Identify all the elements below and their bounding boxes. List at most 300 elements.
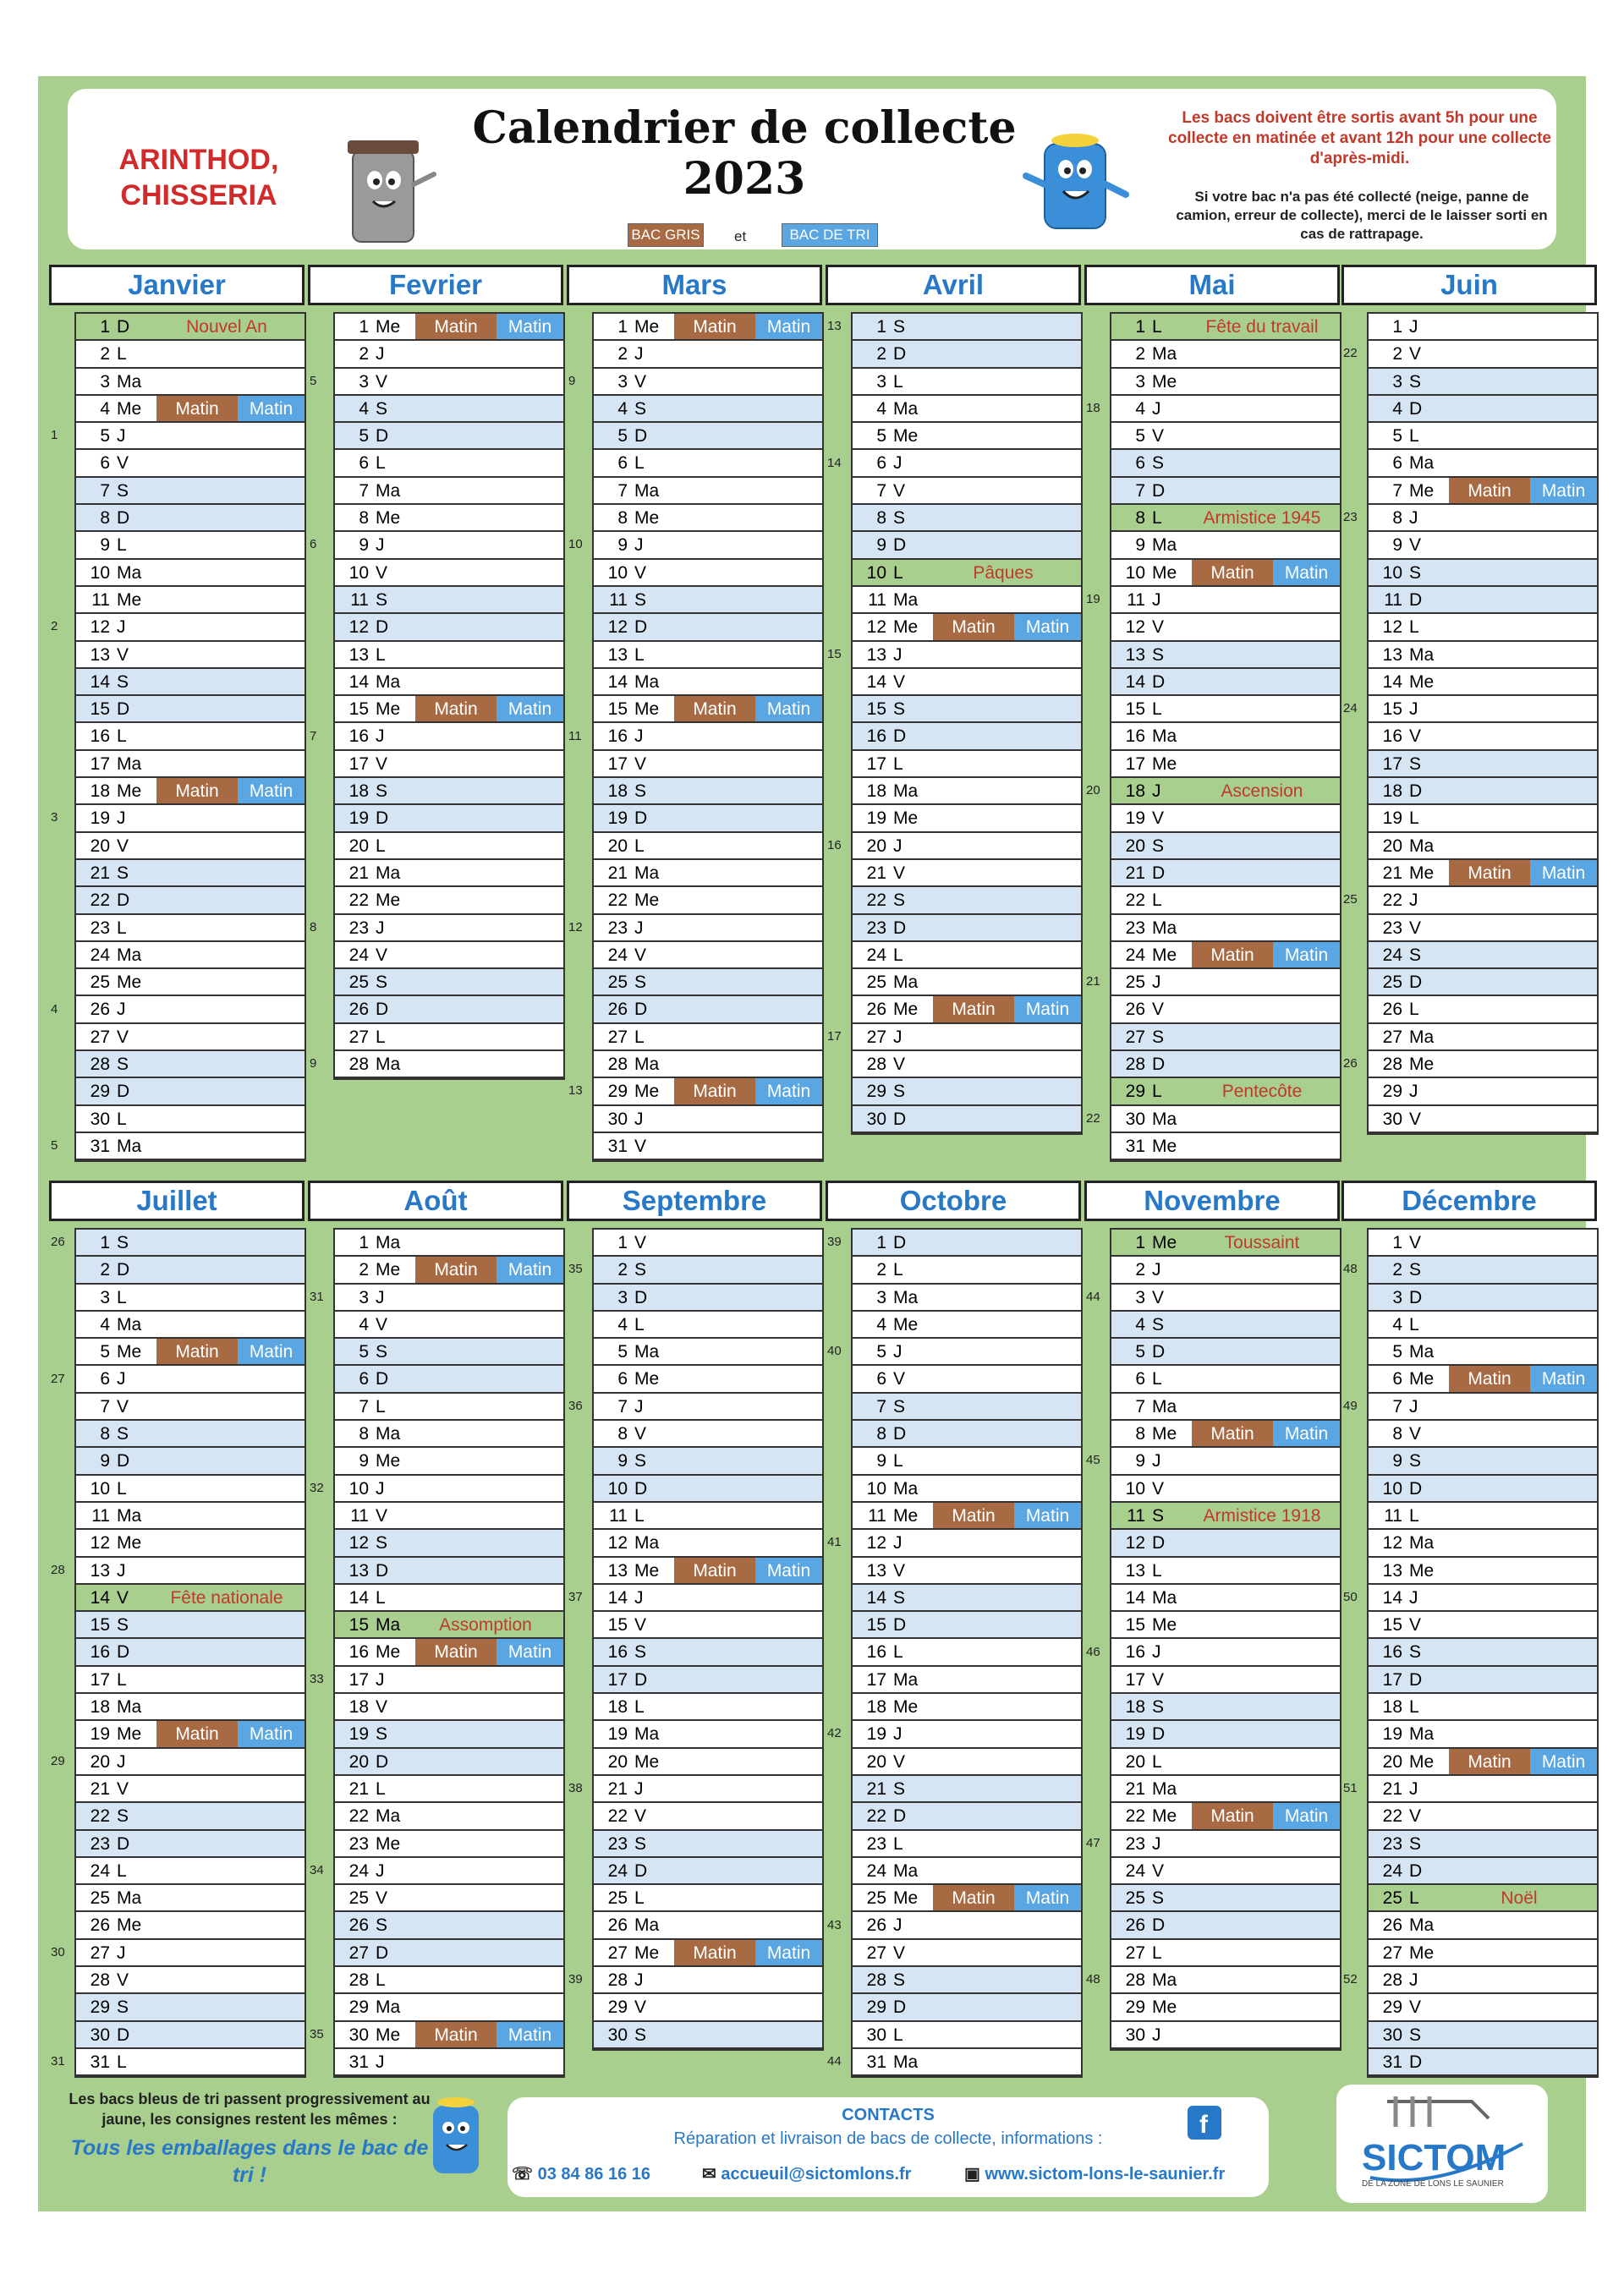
- day-row: [1111, 478, 1340, 505]
- weekday-abbr: V: [1409, 1109, 1422, 1129]
- day-row: [853, 1285, 1081, 1312]
- week-number: 39: [827, 1235, 842, 1249]
- day-row: [76, 915, 304, 942]
- day-row: [76, 969, 304, 996]
- day-row: [1111, 1585, 1340, 1612]
- weekday-abbr: S: [893, 1396, 906, 1417]
- weekday-abbr: J: [117, 1000, 126, 1020]
- day-number: 13: [866, 644, 886, 665]
- weekday-abbr: J: [1409, 890, 1418, 911]
- day-number: 27: [90, 1027, 110, 1047]
- weekday-abbr: Me: [1152, 562, 1177, 583]
- week-number: 35: [568, 1262, 583, 1277]
- day-row: [76, 314, 304, 341]
- day-number: 18: [90, 1697, 110, 1718]
- month-title: Décembre: [1341, 1181, 1597, 1221]
- day-row: [335, 1694, 563, 1721]
- day-number: 9: [876, 1451, 886, 1471]
- day-row: [335, 1051, 563, 1078]
- month-mars: [567, 265, 822, 1156]
- day-row: [1111, 642, 1340, 669]
- day-number: 5: [359, 426, 369, 447]
- day-row: [594, 1394, 822, 1421]
- weekday-abbr: L: [634, 644, 645, 665]
- day-row: [335, 1994, 563, 2021]
- day-number: 10: [866, 562, 886, 583]
- day-row: [76, 1503, 304, 1530]
- day-row: [1369, 1858, 1597, 1885]
- weekday-abbr: Me: [376, 699, 401, 720]
- day-number: 17: [607, 1669, 628, 1690]
- weekday-abbr: V: [376, 1888, 388, 1909]
- weekday-abbr: L: [376, 836, 386, 856]
- weekday-abbr: D: [893, 1615, 907, 1636]
- day-number: 31: [90, 2052, 110, 2072]
- day-number: 25: [348, 1888, 369, 1909]
- bac-gris-collection: Matin: [674, 314, 755, 339]
- weekday-abbr: V: [1152, 808, 1165, 829]
- day-number: 5: [1392, 1342, 1402, 1362]
- day-number: 5: [100, 426, 110, 447]
- day-number: 22: [607, 890, 628, 911]
- day-row: [594, 969, 822, 996]
- day-row: [1369, 1831, 1597, 1858]
- weekday-abbr: S: [376, 973, 388, 993]
- day-row: [1369, 532, 1597, 559]
- weekday-abbr: S: [634, 973, 647, 993]
- day-row: [853, 1106, 1081, 1133]
- day-row: [594, 1024, 822, 1051]
- day-row: [1369, 450, 1597, 477]
- weekday-abbr: L: [634, 1314, 645, 1334]
- day-number: 1: [359, 1233, 369, 1252]
- day-row: [853, 1078, 1081, 1105]
- week-number: 1: [51, 428, 58, 443]
- weekday-abbr: D: [376, 808, 389, 829]
- weekday-abbr: Me: [376, 1833, 401, 1854]
- facebook-icon[interactable]: [1188, 2106, 1221, 2140]
- day-row: [1111, 669, 1340, 696]
- day-row: [1111, 1803, 1340, 1830]
- day-row: [594, 505, 822, 532]
- week-number: 39: [568, 1972, 583, 1987]
- day-number: 31: [348, 2052, 369, 2072]
- day-number: 8: [876, 508, 886, 529]
- day-number: 10: [1382, 1478, 1402, 1499]
- day-row: [76, 1803, 304, 1830]
- day-number: 20: [866, 1751, 886, 1772]
- day-number: 4: [359, 1314, 369, 1334]
- day-row: [1111, 1366, 1340, 1393]
- month-days: [333, 1228, 565, 2078]
- day-row: [853, 450, 1081, 477]
- weekday-abbr: Me: [376, 890, 401, 911]
- weekday-abbr: D: [1409, 1287, 1423, 1307]
- day-number: 18: [348, 1697, 369, 1718]
- day-number: 13: [348, 1560, 369, 1581]
- day-row: [1369, 1749, 1597, 1776]
- weekday-abbr: Ma: [634, 1724, 660, 1745]
- day-number: 11: [91, 1505, 110, 1526]
- day-row: [335, 314, 563, 341]
- day-number: 13: [607, 644, 628, 665]
- day-number: 23: [866, 1833, 886, 1854]
- collection-rules: Les bacs doivent être sortis avant 5h pour une collecte en matinée et avant 12h pour une collecte d'après-midi.: [1168, 109, 1551, 167]
- weekday-abbr: S: [376, 1915, 388, 1936]
- day-row: [1369, 396, 1597, 423]
- day-number: 24: [607, 945, 628, 965]
- day-row: [1111, 860, 1340, 887]
- week-number: 8: [310, 919, 317, 934]
- day-number: 28: [1125, 1055, 1145, 1075]
- weekday-abbr: J: [634, 1970, 644, 1991]
- day-number: 21: [90, 863, 110, 883]
- day-number: 26: [348, 1915, 369, 1936]
- weekday-abbr: Me: [893, 617, 919, 638]
- missed-collection-note: Si votre bac n'a pas été collecté (neige, panne de camion, erreur de collecte), merci de le laisser sorti en cas de rattrapage.: [1176, 189, 1548, 242]
- day-number: 10: [348, 562, 369, 583]
- day-row: [335, 423, 563, 450]
- day-row: [853, 1394, 1081, 1421]
- day-number: 30: [607, 2025, 628, 2045]
- day-number: 3: [876, 1287, 886, 1307]
- website-url: www.sictom-lons-le-saunier.fr: [985, 2165, 1226, 2184]
- day-row: [594, 1230, 822, 1257]
- day-row: [76, 478, 304, 505]
- weekday-abbr: L: [893, 753, 903, 774]
- day-number: 28: [90, 1970, 110, 1991]
- weekday-abbr: Ma: [376, 1806, 401, 1827]
- day-row: [1369, 1694, 1597, 1721]
- day-row: [853, 1749, 1081, 1776]
- week-number: 31: [51, 2054, 65, 2069]
- day-row: [76, 1776, 304, 1803]
- day-row: [1369, 1721, 1597, 1748]
- weekday-abbr: S: [634, 1451, 647, 1471]
- weekday-abbr: Me: [1152, 1615, 1177, 1636]
- day-number: 22: [90, 1806, 110, 1827]
- weekday-abbr: J: [117, 1560, 126, 1581]
- day-row: [594, 1776, 822, 1803]
- weekday-abbr: V: [893, 1369, 906, 1389]
- day-row: [335, 1257, 563, 1284]
- day-number: 20: [1125, 836, 1145, 856]
- day-number: 9: [359, 1451, 369, 1471]
- weekday-abbr: J: [893, 1027, 903, 1047]
- day-number: 25: [866, 1888, 886, 1909]
- weekday-abbr: J: [634, 726, 644, 747]
- weekday-abbr: L: [376, 644, 386, 665]
- bac-gris-collection: Matin: [933, 614, 1014, 639]
- day-row: [594, 1749, 822, 1776]
- bac-gris-collection: Matin: [415, 1257, 497, 1282]
- day-number: 24: [1382, 945, 1402, 965]
- weekday-abbr: D: [1409, 973, 1423, 993]
- weekday-abbr: S: [893, 317, 906, 337]
- day-number: 5: [876, 1342, 886, 1362]
- day-number: 5: [876, 426, 886, 447]
- day-number: 20: [1125, 1751, 1145, 1772]
- day-row: [335, 1858, 563, 1885]
- day-row: [1111, 1106, 1340, 1133]
- day-number: 29: [90, 1082, 110, 1102]
- weekday-abbr: Ma: [634, 1342, 660, 1362]
- day-number: 10: [90, 1478, 110, 1499]
- weekday-abbr: V: [893, 1751, 906, 1772]
- day-number: 29: [866, 1997, 886, 2018]
- day-number: 28: [607, 1970, 628, 1991]
- week-number: 38: [568, 1781, 583, 1795]
- weekday-abbr: L: [893, 371, 903, 392]
- day-row: [76, 587, 304, 614]
- day-row: [853, 614, 1081, 641]
- day-number: 4: [876, 1314, 886, 1334]
- day-row: [853, 1366, 1081, 1393]
- day-row: [76, 1476, 304, 1503]
- day-number: 5: [1135, 1342, 1145, 1362]
- day-row: [853, 1230, 1081, 1257]
- weekday-abbr: J: [1409, 1970, 1418, 1991]
- day-row: [594, 1967, 822, 1994]
- footer-slogan: Tous les emballages dans le bac de tri !: [70, 2136, 429, 2187]
- weekday-abbr: S: [634, 1833, 647, 1854]
- day-row: [594, 1803, 822, 1830]
- day-number: 2: [100, 344, 110, 364]
- day-number: 13: [866, 1560, 886, 1581]
- weekday-abbr: Me: [376, 508, 401, 529]
- weekday-abbr: Ma: [117, 753, 142, 774]
- weekday-abbr: S: [117, 1424, 129, 1444]
- week-number: 51: [1343, 1781, 1358, 1795]
- weekday-abbr: J: [893, 1724, 903, 1745]
- weekday-abbr: S: [117, 480, 129, 501]
- weekday-abbr: V: [117, 1396, 129, 1417]
- weekday-abbr: L: [634, 1888, 645, 1909]
- day-number: 20: [607, 1751, 628, 1772]
- bac-gris-collection: Matin: [1449, 1366, 1530, 1391]
- weekday-abbr: Ma: [1409, 1915, 1435, 1936]
- bac-gris-collection: Matin: [1449, 1749, 1530, 1774]
- day-number: 16: [1125, 726, 1145, 747]
- day-number: 9: [1135, 535, 1145, 556]
- day-number: 1: [100, 1233, 110, 1252]
- weekday-abbr: Me: [634, 1560, 660, 1581]
- day-number: 1: [617, 1233, 628, 1252]
- weekday-abbr: D: [117, 317, 130, 337]
- day-number: 22: [866, 1806, 886, 1827]
- day-number: 6: [1135, 1369, 1145, 1389]
- day-row: [76, 450, 304, 477]
- bac-gris-collection: Matin: [156, 778, 238, 803]
- website-contact[interactable]: [964, 2163, 1225, 2184]
- week-number: 40: [827, 1344, 842, 1359]
- weekday-abbr: V: [1409, 918, 1422, 938]
- bac-tri-collection: Matin: [497, 314, 563, 339]
- weekday-abbr: Ma: [893, 1860, 919, 1881]
- day-number: 27: [348, 1943, 369, 1963]
- logo-text: SICTOM: [1362, 2137, 1506, 2178]
- phone-contact[interactable]: [512, 2163, 650, 2184]
- day-number: 6: [617, 1369, 628, 1389]
- day-number: 8: [1392, 1424, 1402, 1444]
- weekday-abbr: V: [376, 945, 388, 965]
- day-number: 21: [1382, 1778, 1402, 1799]
- day-row: [1369, 723, 1597, 750]
- day-row: [1369, 1612, 1597, 1639]
- week-number: 49: [1343, 1398, 1358, 1413]
- weekday-abbr: Ma: [117, 1697, 142, 1718]
- day-number: 11: [609, 1505, 628, 1526]
- day-row: [594, 587, 822, 614]
- weekday-abbr: Ma: [893, 1669, 919, 1690]
- day-number: 30: [1382, 1109, 1402, 1129]
- day-row: [1111, 1133, 1340, 1160]
- weekday-abbr: Me: [376, 2025, 401, 2045]
- day-number: 17: [607, 753, 628, 774]
- day-row: [853, 423, 1081, 450]
- weekday-abbr: D: [893, 1997, 907, 2018]
- email-contact[interactable]: [702, 2163, 911, 2184]
- month-août: [308, 1181, 563, 2072]
- month-décembre: [1341, 1181, 1597, 2072]
- day-row: [853, 1312, 1081, 1339]
- weekday-abbr: Ma: [1409, 644, 1435, 665]
- day-number: 31: [866, 2052, 886, 2072]
- day-number: 4: [1392, 398, 1402, 419]
- footer-note-text: Les bacs bleus de tri passent progressivement au jaune, les consignes restent les mêmes :: [69, 2091, 431, 2128]
- day-number: 9: [1135, 1451, 1145, 1471]
- day-number: 28: [607, 1055, 628, 1075]
- week-number: 24: [1343, 701, 1358, 716]
- weekday-abbr: Ma: [117, 1314, 142, 1334]
- weekday-abbr: Ma: [117, 371, 142, 392]
- day-number: 15: [1382, 699, 1402, 720]
- day-row: [76, 860, 304, 887]
- weekday-abbr: S: [634, 1642, 647, 1663]
- day-number: 14: [1382, 671, 1402, 692]
- day-number: 15: [1382, 1615, 1402, 1636]
- day-row: [335, 2049, 563, 2076]
- day-number: 2: [359, 1260, 369, 1280]
- weekday-abbr: J: [376, 344, 385, 364]
- day-row: [335, 505, 563, 532]
- weekday-abbr: D: [376, 1560, 389, 1581]
- weekday-abbr: D: [376, 1943, 389, 1963]
- weekday-abbr: S: [376, 1724, 388, 1745]
- day-number: 20: [348, 836, 369, 856]
- holiday-label: Pâques: [973, 562, 1034, 583]
- weekday-abbr: D: [117, 508, 130, 529]
- weekday-abbr: S: [893, 890, 906, 911]
- weekday-abbr: D: [1152, 1055, 1166, 1075]
- day-number: 17: [1382, 753, 1402, 774]
- weekday-abbr: J: [1152, 1833, 1161, 1854]
- day-number: 25: [1382, 1888, 1402, 1909]
- month-avril: [826, 265, 1081, 1129]
- day-row: [335, 1366, 563, 1393]
- bac-tri-collection: Matin: [238, 778, 304, 803]
- day-number: 1: [1135, 317, 1145, 337]
- day-row: [1369, 1051, 1597, 1078]
- page-title: [457, 103, 1032, 205]
- weekday-abbr: S: [1409, 1642, 1422, 1663]
- weekday-abbr: V: [634, 1233, 647, 1252]
- day-number: 3: [617, 1287, 628, 1307]
- day-number: 25: [90, 973, 110, 993]
- week-number: 21: [1086, 974, 1100, 989]
- day-number: 10: [1125, 1478, 1145, 1499]
- day-number: 15: [866, 699, 886, 720]
- weekday-abbr: V: [634, 1615, 647, 1636]
- tag-et: et: [734, 228, 747, 244]
- bac-gris-collection: Matin: [674, 1558, 755, 1583]
- weekday-abbr: L: [117, 1109, 127, 1129]
- weekday-abbr: V: [634, 371, 647, 392]
- day-number: 2: [359, 344, 369, 364]
- day-row: [853, 314, 1081, 341]
- day-number: 26: [866, 1915, 886, 1936]
- day-row: [76, 369, 304, 396]
- weekday-abbr: S: [117, 671, 129, 692]
- day-number: 27: [1382, 1943, 1402, 1963]
- week-number: 18: [1086, 400, 1100, 415]
- day-number: 18: [1382, 781, 1402, 802]
- day-number: 10: [607, 562, 628, 583]
- weekday-abbr: Me: [893, 426, 919, 447]
- day-row: [1369, 423, 1597, 450]
- day-row: [853, 696, 1081, 723]
- weekday-abbr: J: [117, 617, 126, 638]
- month-days: [851, 312, 1083, 1135]
- bac-gris-collection: Matin: [1192, 1421, 1273, 1446]
- weekday-abbr: Me: [1409, 1560, 1435, 1581]
- day-number: 28: [1125, 1970, 1145, 1991]
- day-number: 19: [90, 1724, 110, 1745]
- day-number: 24: [1125, 945, 1145, 965]
- weekday-abbr: Me: [634, 890, 660, 911]
- weekday-abbr: S: [1409, 1260, 1422, 1280]
- day-row: [76, 942, 304, 969]
- day-row: [1111, 1312, 1340, 1339]
- day-number: 7: [617, 1396, 628, 1417]
- holiday-label: Ascension: [1221, 781, 1303, 802]
- weekday-abbr: V: [376, 562, 388, 583]
- day-number: 10: [866, 1478, 886, 1499]
- day-row: [594, 1448, 822, 1475]
- day-row: [853, 1912, 1081, 1939]
- week-number: 35: [310, 2026, 324, 2041]
- day-number: 28: [348, 1970, 369, 1991]
- day-number: 5: [617, 1342, 628, 1362]
- day-number: 7: [359, 1396, 369, 1417]
- day-row: [1111, 341, 1340, 368]
- day-row: [1111, 1421, 1340, 1448]
- day-number: 10: [348, 1478, 369, 1499]
- day-row: [1369, 1421, 1597, 1448]
- weekday-abbr: J: [893, 1915, 903, 1936]
- weekday-abbr: D: [893, 1806, 907, 1827]
- day-row: [1369, 1078, 1597, 1105]
- weekday-abbr: V: [893, 671, 906, 692]
- weekday-abbr: L: [117, 344, 127, 364]
- bac-gris-collection: Matin: [156, 396, 238, 421]
- day-row: [335, 1448, 563, 1475]
- day-row: [1111, 532, 1340, 559]
- day-number: 12: [90, 617, 110, 638]
- day-number: 30: [1125, 1109, 1145, 1129]
- day-number: 19: [866, 1724, 886, 1745]
- bac-gris-collection: Matin: [933, 996, 1014, 1022]
